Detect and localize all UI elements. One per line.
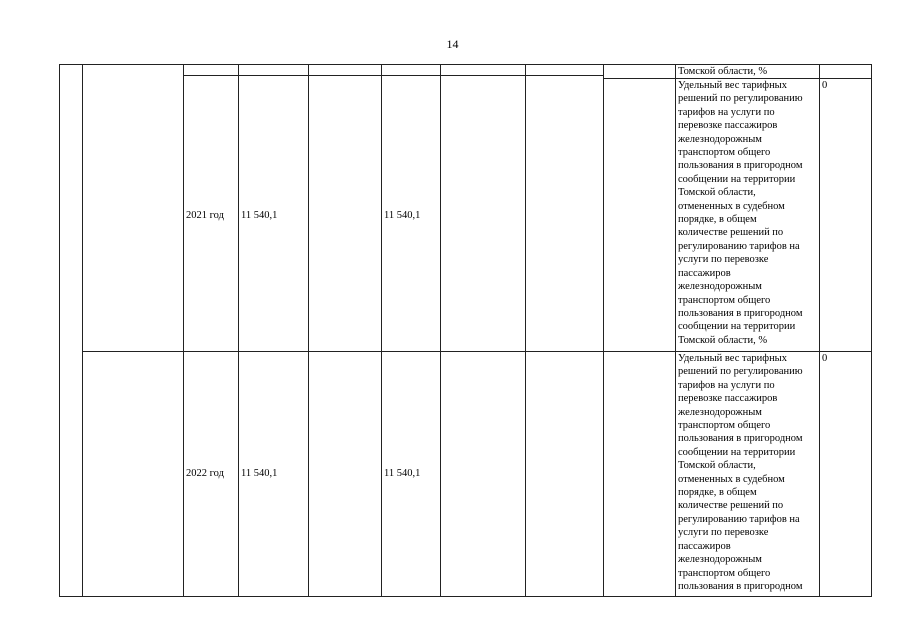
row-divider-short (183, 75, 603, 76)
indicator-line: Томской области, (678, 187, 756, 199)
regional-budget-cell: 11 540,1 (384, 468, 421, 479)
indicator-cell (678, 79, 803, 347)
indicator-line: тарифов на услуги по (678, 379, 775, 391)
indicator-line: транспортом общего (678, 567, 771, 579)
col-border (440, 64, 441, 596)
indicator-line: транспортом общего (678, 420, 771, 432)
row-divider-gap (603, 78, 675, 79)
indicator-line: пассажиров (678, 540, 731, 552)
indicator-line: перевозке пассажиров (678, 120, 778, 132)
indicator-line: регулированию тарифов на (678, 240, 800, 252)
regional-budget-cell: 11 540,1 (384, 210, 421, 221)
indicator-line: услуги по перевозке (678, 254, 769, 266)
indicator-continuation: Томской области, % (678, 66, 768, 77)
indicator-line: регулированию тарифов на (678, 513, 800, 525)
indicator-line: услуги по перевозке (678, 527, 769, 539)
indicator-line: Удельный вес тарифных (678, 80, 787, 91)
indicator-line: транспортом общего (678, 147, 771, 159)
indicator-line: пассажиров (678, 267, 731, 279)
col-border (675, 64, 676, 596)
indicator-line: отмененных в судебном (678, 200, 785, 212)
page-number: 14 (446, 37, 459, 51)
indicator-line: сообщении на территории (678, 446, 796, 458)
indicator-line: порядке, в общем (678, 214, 757, 226)
indicator-line: транспортом общего (678, 294, 771, 306)
indicator-line: железнодорожным (678, 281, 762, 293)
col-border (525, 64, 526, 596)
year-cell: 2021 год (186, 210, 224, 221)
col-border (308, 64, 309, 596)
indicator-line: железнодорожным (678, 406, 762, 418)
indicator-line: Томской области, % (678, 334, 768, 346)
indicator-line: отмененных в судебном (678, 473, 785, 485)
total-cell: 11 540,1 (241, 210, 278, 221)
year-cell: 2022 год (186, 468, 224, 479)
col-border (381, 64, 382, 596)
indicator-line: решений по регулированию (678, 366, 803, 378)
indicator-line: пользования в пригородном (678, 580, 803, 592)
indicator-cell (678, 352, 803, 593)
col-border (183, 64, 184, 596)
indicator-line: Томской области, (678, 460, 756, 472)
indicator-value-cell: 0 (822, 353, 828, 364)
col-border (819, 64, 820, 596)
indicator-line: тарифов на услуги по (678, 106, 775, 118)
col-border (82, 64, 83, 596)
col-border (603, 64, 604, 596)
indicator-line: количестве решений по (678, 500, 784, 512)
indicator-line: пользования в пригородном (678, 160, 803, 172)
indicator-line: порядке, в общем (678, 487, 757, 499)
indicator-value-cell: 0 (822, 80, 828, 91)
indicator-line: сообщении на территории (678, 173, 796, 185)
col-border (238, 64, 239, 596)
table-bottom-border (59, 596, 872, 597)
col-border (59, 64, 60, 596)
col-border (871, 64, 872, 596)
total-cell: 11 540,1 (241, 468, 278, 479)
indicator-line: решений по регулированию (678, 93, 803, 105)
indicator-line: пользования в пригородном (678, 307, 803, 319)
indicator-line: железнодорожным (678, 133, 762, 145)
indicator-line: железнодорожным (678, 554, 762, 566)
indicator-line: количестве решений по (678, 227, 784, 239)
indicator-line: сообщении на территории (678, 321, 796, 333)
indicator-line: пользования в пригородном (678, 433, 803, 445)
indicator-line: перевозке пассажиров (678, 393, 778, 405)
indicator-line: Удельный вес тарифных (678, 353, 787, 364)
